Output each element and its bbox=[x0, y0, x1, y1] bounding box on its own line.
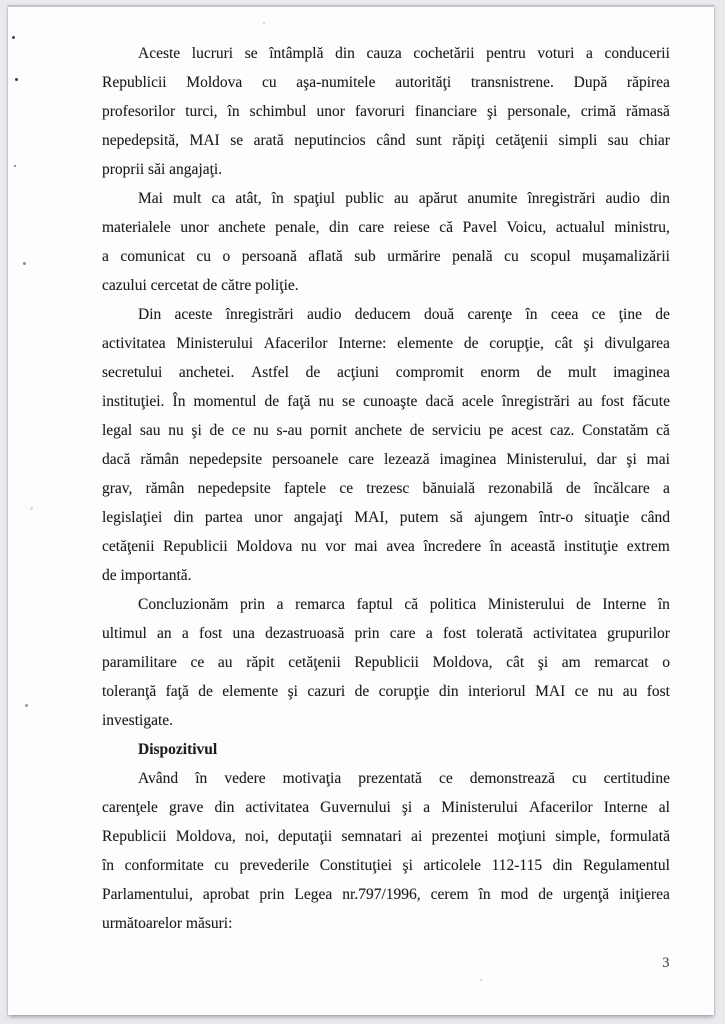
text-line: Republicii Moldova, noi, deputaţii semnatari ai prezentei moţiuni simple, formulată bbox=[102, 828, 670, 845]
text-line: Concluzionăm prin a remarca faptul că politica Ministerului de Interne în bbox=[138, 596, 670, 613]
scan-speck bbox=[25, 704, 28, 707]
text-line: proprii săi angajaţi. bbox=[102, 161, 223, 178]
scan-speck bbox=[30, 507, 33, 510]
text-line: legal sau nu şi de ce nu s-au pornit anchete de serviciu pe acest caz. Constatăm că bbox=[102, 422, 670, 439]
text-line: secretului anchetei. Astfel de acţiuni compromit enorm de mult imaginea bbox=[102, 364, 670, 381]
scan-speck bbox=[12, 36, 15, 39]
text-line: Din aceste înregistrări audio deducem două carenţe în ceea ce ţine de bbox=[138, 306, 670, 323]
text-line: profesorilor turci, în schimbul unor favoruri financiare şi personale, crimă rămasă bbox=[102, 103, 670, 120]
text-line: instituţiei. În momentul de faţă nu se cunoaşte dacă acele înregistrări au fost făcute bbox=[102, 393, 670, 410]
text-line: activitatea Ministerului Afacerilor Interne: elemente de corupţie, cât şi divulgarea bbox=[102, 335, 670, 352]
text-line: în conformitate cu prevederile Constituţiei şi articolele 112-115 din Regulamentul bbox=[102, 857, 670, 874]
text-line: cazului cercetat de către poliţie. bbox=[102, 277, 299, 294]
scan-speck bbox=[15, 78, 18, 81]
scan-speck bbox=[23, 262, 26, 265]
text-line: carenţele grave din activitatea Guvernului şi a Ministerului Afacerilor Interne al bbox=[102, 799, 670, 816]
text-line: ultimul an a fost una dezastruoasă prin care a fost tolerată activitatea grupurilor bbox=[102, 625, 670, 642]
text-line: Republicii Moldova cu aşa-numitele autorităţi transnistrene. După răpirea bbox=[102, 74, 670, 91]
text-line: materialele unor anchete penale, din care reiese că Pavel Voicu, actualul ministru, bbox=[102, 219, 670, 236]
text-line: nepedepsită, MAI se arată neputincios când sunt răpiţi cetăţenii simpli sau chiar bbox=[102, 132, 670, 149]
text-line: legislaţiei din partea unor angajaţi MAI, putem să ajungem într-o situaţie când bbox=[102, 509, 670, 526]
page-number: 3 bbox=[662, 955, 670, 971]
section-heading: Dispozitivul bbox=[138, 741, 218, 758]
scan-speck bbox=[263, 22, 265, 24]
text-line: Mai mult ca atât, în spaţiul public au apărut anumite înregistrări audio din bbox=[138, 190, 670, 207]
text-line: Parlamentului, aprobat prin Legea nr.797/1996, cerem în mod de urgenţă iniţierea bbox=[102, 886, 670, 903]
scan-speck bbox=[14, 165, 16, 167]
text-line: dacă rămân nepedepsite persoanele care lezează imaginea Ministerului, dar şi mai bbox=[102, 451, 670, 468]
text-line: următoarelor măsuri: bbox=[102, 915, 233, 932]
text-line: investigate. bbox=[102, 712, 174, 729]
document-body bbox=[102, 39, 670, 938]
text-line: de importantă. bbox=[102, 567, 192, 584]
text-line: Aceste lucruri se întâmplă din cauza cochetării pentru voturi a conducerii bbox=[138, 45, 670, 62]
text-line: Având în vedere motivaţia prezentată ce demonstrează cu certitudine bbox=[138, 770, 670, 787]
text-line: a comunicat cu o persoană aflată sub urmărire penală cu scopul muşamalizării bbox=[102, 248, 670, 265]
text-line: paramilitare ce au răpit cetăţenii Republicii Moldova, cât şi am remarcat o bbox=[102, 654, 670, 671]
text-line: grav, rămân nepedepsite faptele ce trezesc bănuială rezonabilă de încălcare a bbox=[102, 480, 670, 497]
text-line: toleranţă faţă de elemente şi cazuri de corupţie din interiorul MAI ce nu au fost bbox=[102, 683, 670, 700]
text-line: cetăţenii Republicii Moldova nu vor mai avea încredere în această instituţie extrem bbox=[102, 538, 670, 555]
scan-speck bbox=[480, 979, 482, 981]
document-page bbox=[8, 5, 714, 1015]
